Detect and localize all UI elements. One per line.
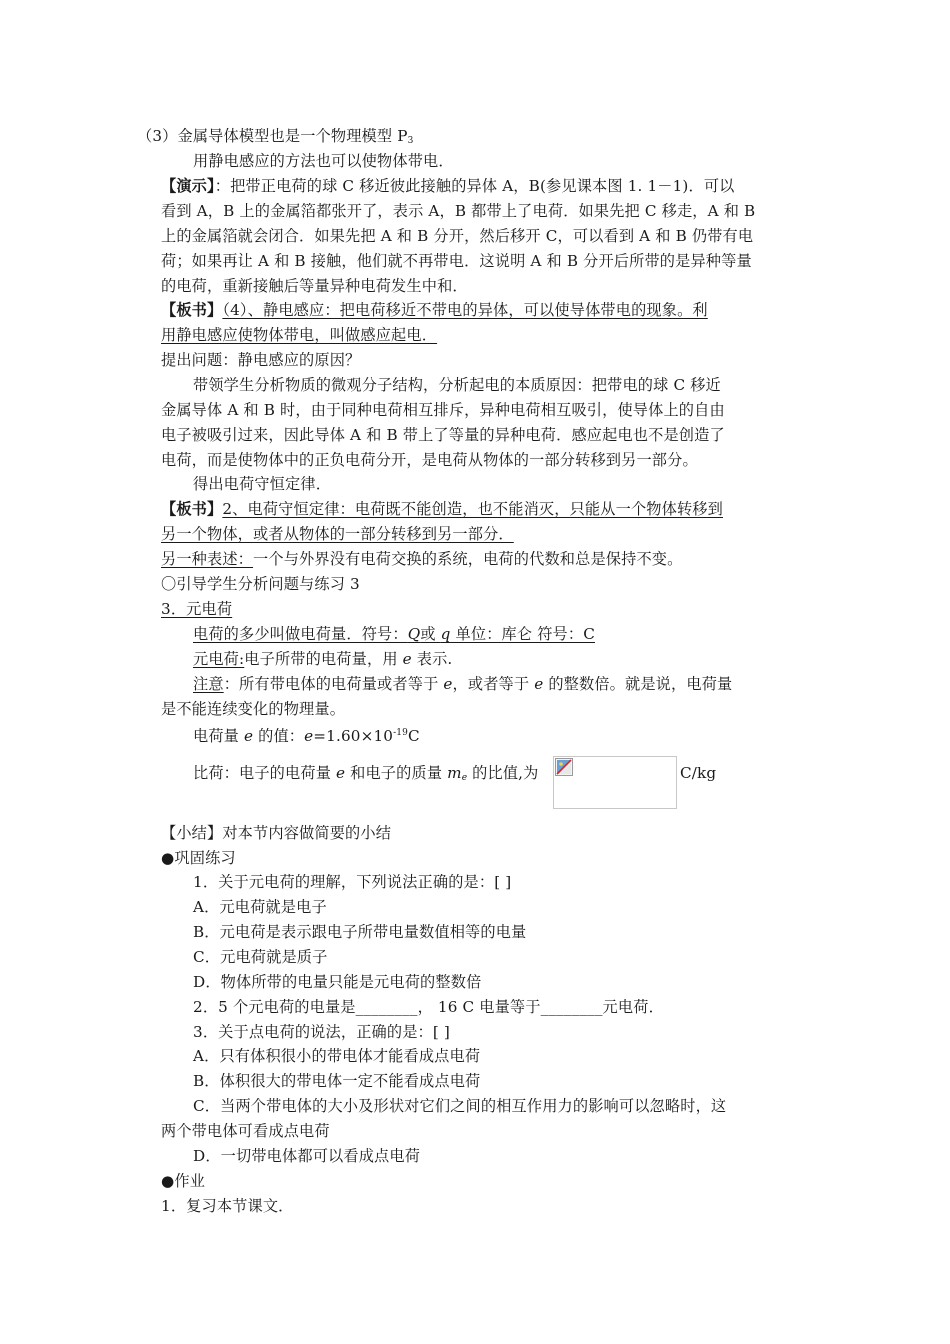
text-line: 用静电感应的方法也可以使物体带电．	[193, 152, 454, 170]
text-line: 元电荷:电子所带的电荷量，用 e 表示.	[193, 650, 453, 668]
text-line: 看到 A，B 上的金属箔都张开了，表示 A，B 都带上了电荷．如果先把 C 移走，A 和 B	[161, 202, 756, 220]
text-line: 上的金属箔就会闭合．如果先把 A 和 B 分开，然后移开 C，可以看到 A 和 B 仍带有电	[161, 227, 754, 245]
text-line: 【板书】2、电荷守恒定律：电荷既不能创造，也不能消灭，只能从一个物体转移到	[161, 500, 723, 518]
option: A．只有体积很小的带电体才能看成点电荷	[193, 1047, 481, 1065]
text-line: 另一个物体，或者从物体的一部分转移到另一部分．	[161, 525, 514, 543]
section-heading: 3．元电荷	[161, 600, 233, 618]
broken-image-icon	[555, 758, 573, 776]
text-line: 带领学生分析物质的微观分子结构，分析起电的本质原因：把带电的球 C 移近	[193, 376, 721, 394]
section-heading: ●巩固练习	[161, 849, 236, 867]
text-line: 得出电荷守恒定律．	[193, 475, 332, 493]
text-line: 【板书】（4）、静电感应：把电荷移近不带电的异体，可以使导体带电的现象。利	[161, 301, 708, 319]
formula-image-placeholder	[553, 756, 677, 809]
text-line: 用静电感应使物体带电，叫做感应起电．	[161, 326, 438, 344]
question: 2．5 个元电荷的电量是________， 16 C 电量等于________元电荷．	[193, 998, 664, 1016]
text-line: 比荷：电子的电荷量 e 和电子的质量 $m_e$ 的比值,为	[193, 764, 539, 783]
text-line: 【演示】：把带正电荷的球 C 移近彼此接触的异体 A，B(参见课本图 1. 1－1)．可以	[161, 177, 735, 195]
option: C．元电荷就是质子	[193, 948, 328, 966]
option: A．元电荷就是电子	[193, 898, 327, 916]
section-heading: ●作业	[161, 1172, 206, 1190]
text-line: 【小结】对本节内容做简要的小结	[161, 824, 392, 842]
text-line: 荷；如果再让 A 和 B 接触，他们就不再带电．这说明 A 和 B 分开后所带的是异种等量	[161, 252, 752, 270]
text-line: 注意：所有带电体的电荷量或者等于 e，或者等于 e 的整数倍。就是说，电荷量	[193, 675, 733, 693]
option: B．体积很大的带电体一定不能看成点电荷	[193, 1072, 481, 1090]
option-continued: 两个带电体可看成点电荷	[161, 1122, 330, 1140]
question: 3．关于点电荷的说法，正确的是：[ ]	[193, 1023, 451, 1041]
text-line: 〇引导学生分析问题与练习 3	[161, 575, 360, 593]
option: D．一切带电体都可以看成点电荷	[193, 1147, 421, 1165]
unit-label: C/kg	[680, 764, 717, 782]
option: C．当两个带电体的大小及形状对它们之间的相互作用力的影响可以忽略时，这	[193, 1097, 727, 1115]
text-line: 金属导体 A 和 B 时，由于同种电荷相互排斥，异种电荷相互吸引，使导体上的自由	[161, 401, 725, 419]
question: 1．关于元电荷的理解，下列说法正确的是：[ ]	[193, 873, 512, 891]
option: B．元电荷是表示跟电子所带电量数值相等的电量	[193, 923, 527, 941]
text-line: 电荷，而是使物体中的正负电荷分开，是电荷从物体的一部分转移到另一部分。	[161, 451, 698, 469]
text-line: 1．复习本节课文．	[161, 1197, 294, 1215]
text-line: 电荷的多少叫做电荷量．符号：Q或 q 单位：库仑 符号：C	[193, 625, 595, 643]
option: D．物体所带的电量只能是元电荷的整数倍	[193, 973, 482, 991]
text-line: （3）金属导体模型也是一个物理模型 $P_3$	[137, 127, 414, 146]
text-line: 电子被吸引过来，因此导体 A 和 B 带上了等量的异种电荷．感应起电也不是创造了	[161, 426, 725, 444]
text-line: 另一种表述：一个与外界没有电荷交换的系统，电荷的代数和总是保持不变。	[161, 550, 683, 568]
text-line: 提出问题：静电感应的原因？	[161, 351, 361, 369]
text-line: 电荷量 e 的值：$e=1.60\times 10^{-19}C$	[193, 727, 420, 745]
text-line: 的电荷，重新接触后等量异种电荷发生中和．	[161, 277, 468, 295]
text-line: 是不能连续变化的物理量。	[161, 700, 346, 718]
